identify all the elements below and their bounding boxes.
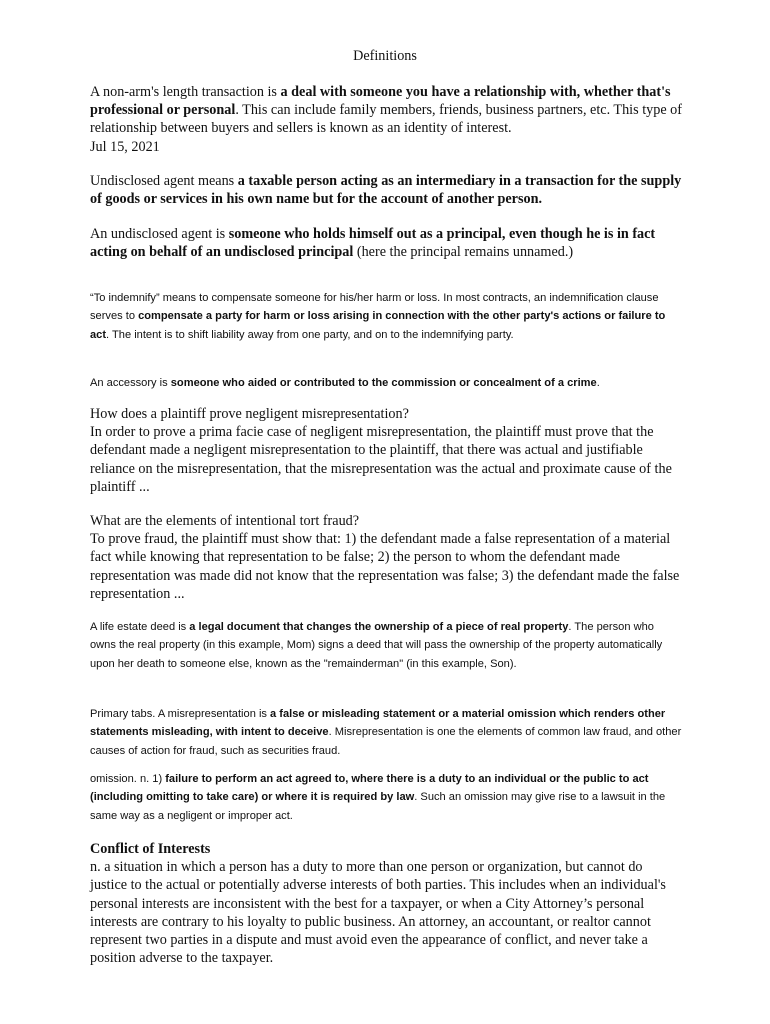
paragraph-omission — [90, 770, 682, 825]
question-text: How does a plaintiff prove negligent misrepresentation? — [90, 406, 409, 422]
paragraph-life-estate-deed — [90, 618, 682, 673]
paragraph-accessory — [90, 374, 682, 392]
bold-definition: compensate a party for harm or loss arising in connection with the other party's actions or failure to act — [90, 310, 666, 341]
text-run: . Misrepresentation is one the elements of common law fraud, and other causes of action for fraud, such as securities fraud. — [90, 726, 682, 757]
text-run: . The person who owns the real property (in this example, Mom) signs a deed that will pass the ownership of the property automatically upon her death to someone else, known as the "remainderman" (in this example, Son). — [90, 621, 663, 670]
bold-definition: a legal document that changes the ownership of a piece of real property — [189, 621, 569, 633]
text-run: . — [596, 377, 600, 389]
text-run: . This can include family members, friends, business partners, etc. This type of relationship between buyers and sellers is known as an identity of interest. — [90, 102, 682, 137]
body-text: n. a situation in which a person has a duty to more than one person or organization, but cannot do justice to the actual or potentially adverse interests of both parties. This includes when an individual's personal interests are inconsistent with the best for a taxpayer, or when a City Attorney’s personal interests are contrary to his loyalty to public business. An attorney, an accountant, or realtor cannot represent two parties in a dispute and must avoid even the appearance of conflict, and never take a position adverse to the taxpayer. — [90, 859, 666, 967]
paragraph-undisclosed-agent-is — [90, 225, 682, 261]
paragraph-undisclosed-agent-means — [90, 172, 682, 208]
bold-definition: a taxable person acting as an intermediary in a transaction for the supply of goods or services in his own name but for the account of another person. — [90, 173, 682, 208]
text-run: An accessory is — [90, 377, 171, 389]
answer-text: In order to prove a prima facie case of negligent misrepresentation, the plaintiff must prove that the defendant made a negligent misrepresentation to the plaintiff, that there was actual and justifiable reliance on the misrepresentation, that the misrepresentation was the actual and proximate cause of the plaintiff ... — [90, 424, 672, 495]
text-run: An undisclosed agent is — [90, 226, 229, 242]
bold-definition: failure to perform an act agreed to, where there is a duty to an individual or the public to act (including omitting to take care) or where it is required by law — [90, 773, 649, 804]
text-run: (here the principal remains unnamed.) — [353, 244, 574, 261]
paragraph-negligent-misrepresentation — [90, 405, 682, 496]
paragraph-conflict-of-interests — [90, 840, 682, 967]
text-run: . Such an omission may give rise to a lawsuit in the same way as a negligent or improper act. — [90, 791, 666, 822]
text-run: A life estate deed is — [90, 621, 190, 633]
bold-definition: someone who holds himself out as a principal, even though he is in fact acting on behalf of an undisclosed principal — [90, 226, 656, 261]
text-run: “To indemnify” means to compensate someone for his/her harm or loss. In most contracts, an indemnification clause serves to — [90, 292, 659, 323]
text-run: omission. n. 1) — [90, 773, 166, 785]
bold-definition: a false or misleading statement or a material omission which renders other statements misleading, with intent to deceive — [90, 708, 666, 739]
question-text: What are the elements of intentional tort fraud? — [90, 513, 360, 529]
page-title: Definitions — [353, 48, 417, 64]
text-run: . The intent is to shift liability away from one party, and on to the indemnifying party. — [106, 328, 514, 341]
paragraph-intentional-tort-fraud — [90, 512, 682, 603]
date-text: Jul 15, 2021 — [90, 138, 160, 155]
text-run: Undisclosed agent means — [90, 173, 238, 189]
text-run: A non-arm's length transaction is — [90, 84, 281, 100]
answer-text: To prove fraud, the plaintiff must show that: 1) the defendant made a false representation of a material fact while knowing that representation to be false; 2) the person to whom the defendant made representation was made did not know that the representation was false; 3) the defendant made the false representation ... — [90, 531, 680, 602]
paragraph-non-arms-length — [90, 83, 682, 156]
paragraph-misrepresentation — [90, 705, 682, 760]
text-run: Primary tabs. A misrepresentation is — [90, 708, 271, 720]
paragraph-indemnify — [90, 289, 682, 344]
bold-definition: someone who aided or contributed to the commission or concealment of a crime — [170, 377, 597, 389]
section-heading: Conflict of Interests — [90, 841, 211, 857]
bold-definition: a deal with someone you have a relationship with, whether that's professional or personal — [90, 84, 671, 119]
